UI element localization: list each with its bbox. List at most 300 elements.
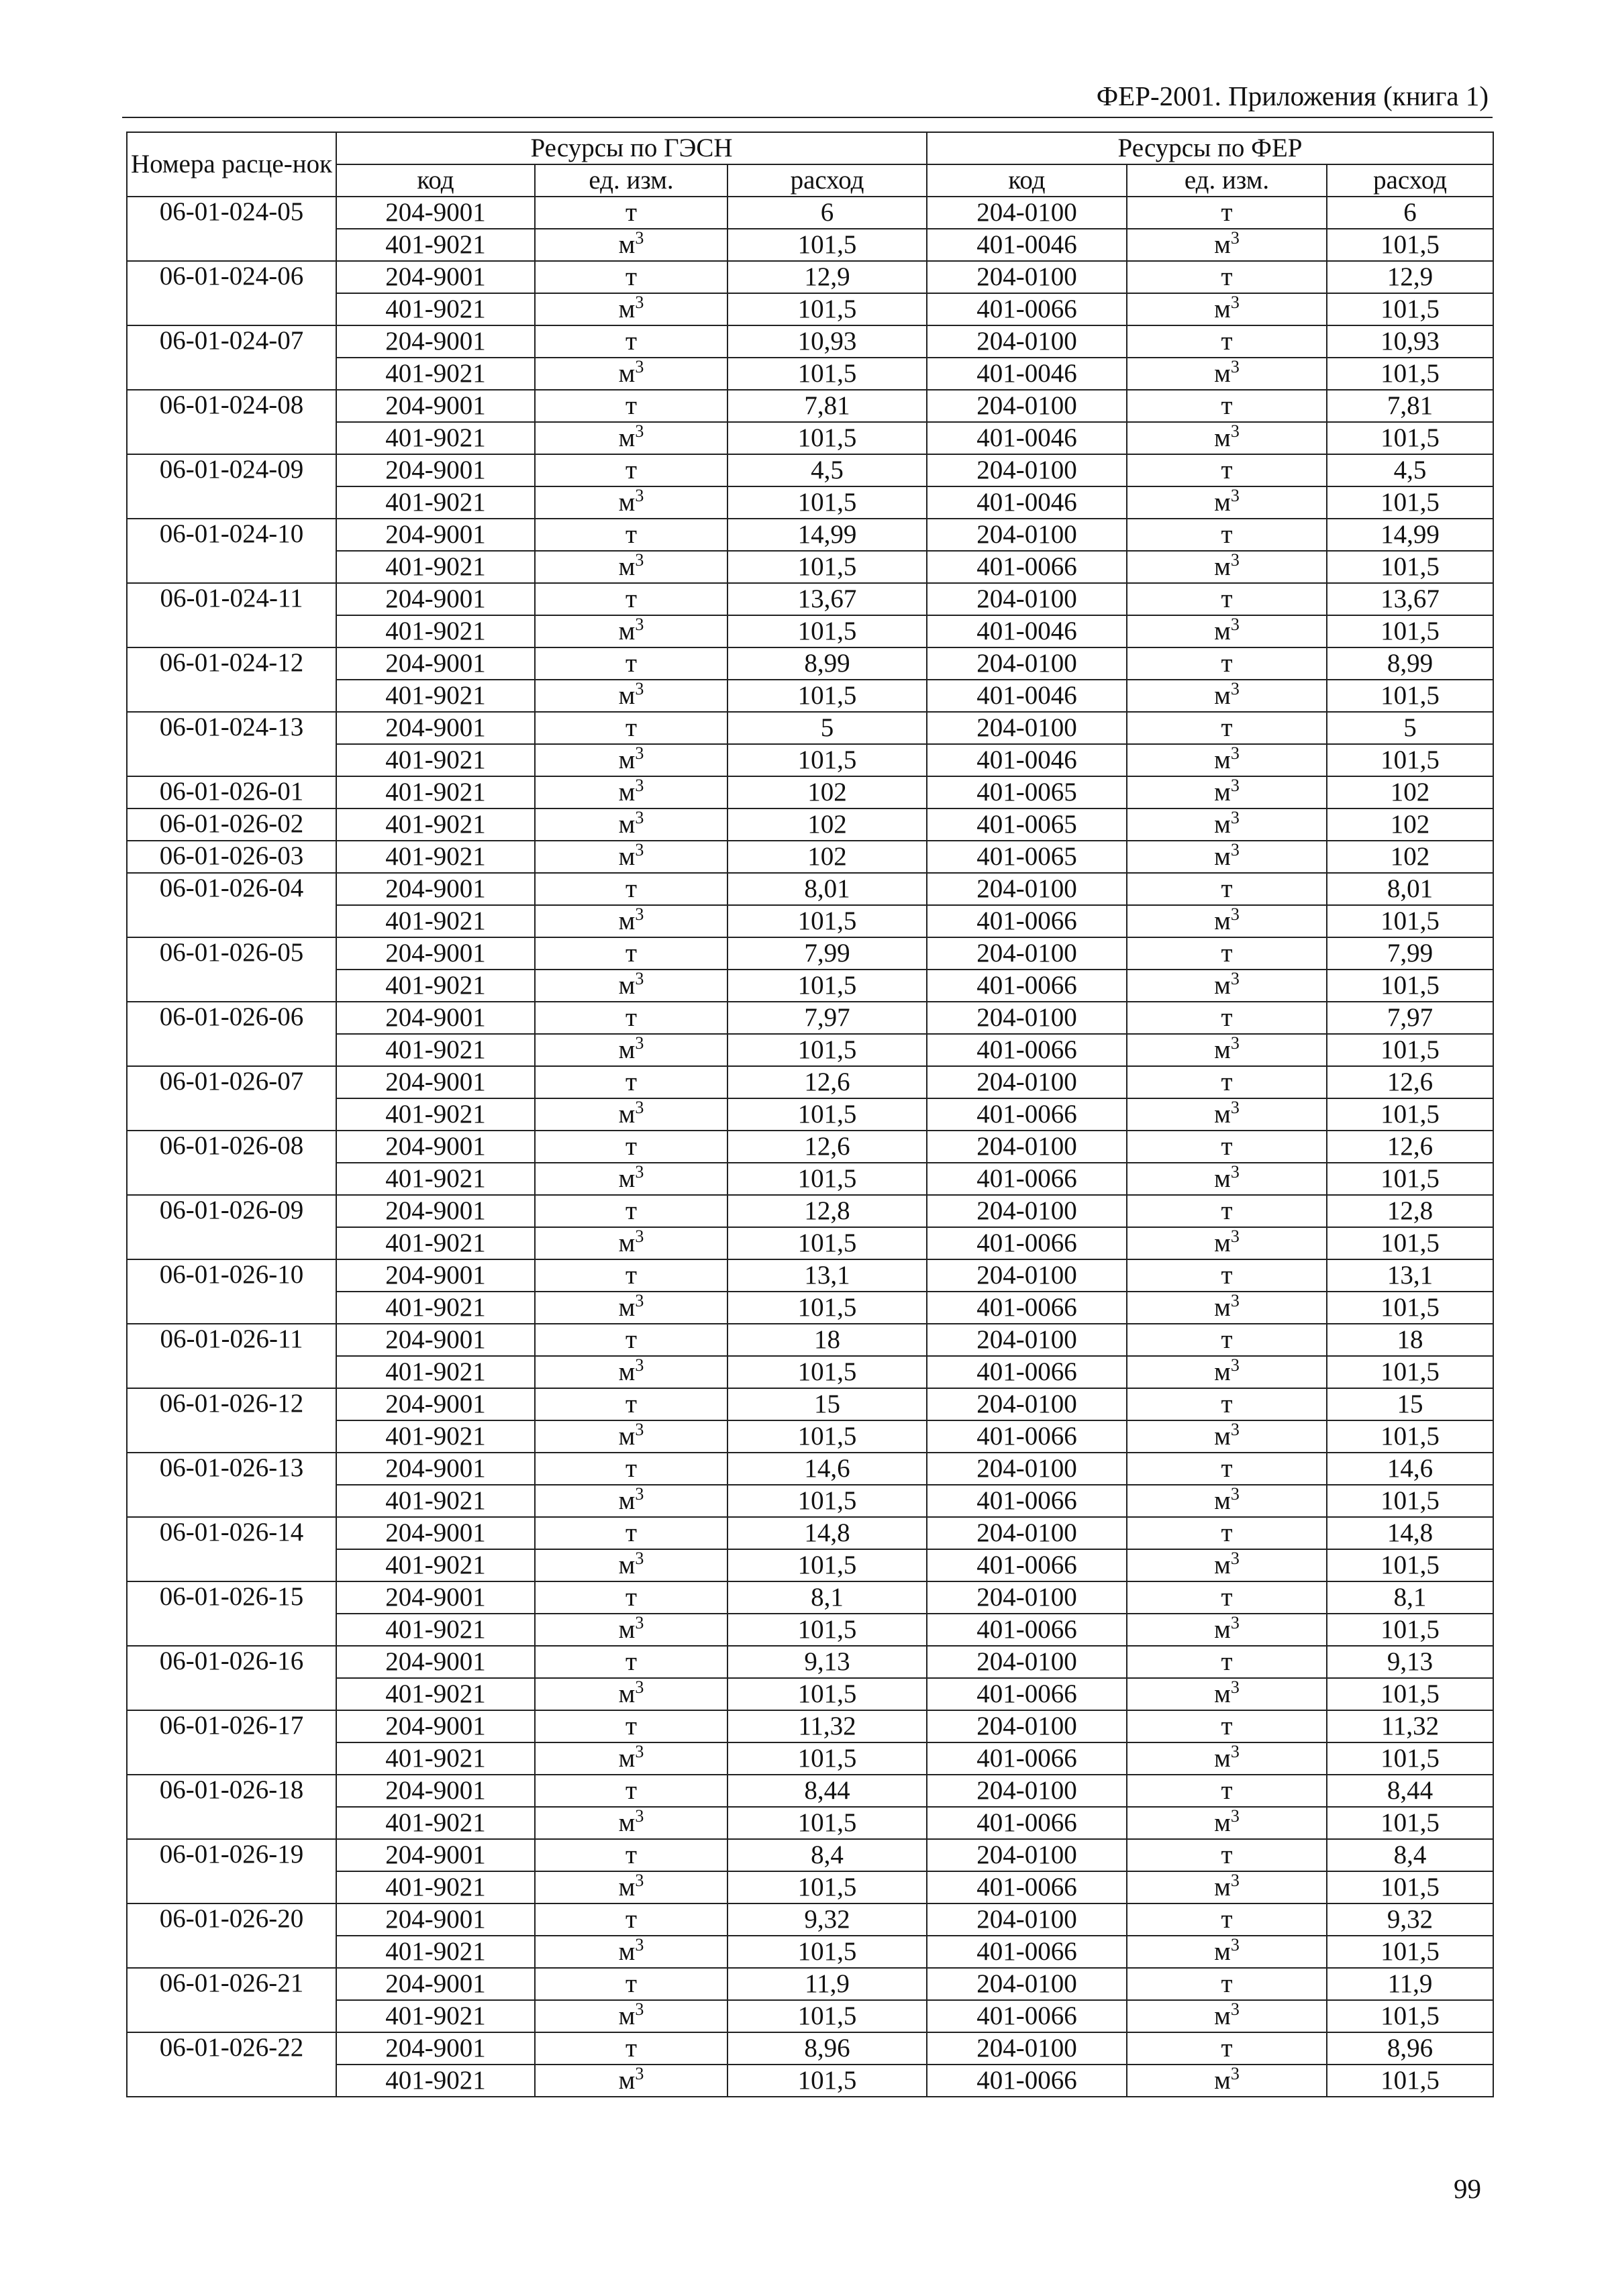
unit-tonne: т bbox=[1221, 198, 1233, 227]
fer-code-cell: 401-0066 bbox=[927, 1678, 1127, 1710]
unit-exponent: 3 bbox=[1230, 1034, 1240, 1053]
gesn-unit-cell bbox=[535, 680, 727, 712]
fer-unit-cell bbox=[1127, 1227, 1327, 1259]
gesn-consumption-cell: 8,01 bbox=[727, 873, 927, 905]
gesn-consumption-cell: 102 bbox=[727, 808, 927, 841]
resources-table-wrap bbox=[126, 132, 1493, 2097]
fer-code-cell: 204-0100 bbox=[927, 1259, 1127, 1292]
unit-exponent: 3 bbox=[635, 615, 644, 634]
gesn-code-cell: 204-9001 bbox=[336, 937, 535, 970]
fer-code-cell: 401-0066 bbox=[927, 1292, 1127, 1324]
rate-number-cell: 06-01-026-09 bbox=[127, 1195, 336, 1259]
unit-cubic-meter: м bbox=[618, 1937, 636, 1966]
table-row bbox=[127, 873, 1493, 905]
gesn-consumption-cell: 101,5 bbox=[727, 1549, 927, 1581]
fer-consumption-cell: 101,5 bbox=[1327, 1356, 1493, 1388]
unit-tonne: т bbox=[625, 1969, 638, 1998]
unit-exponent: 3 bbox=[635, 1936, 644, 1954]
fer-unit-cell bbox=[1127, 776, 1327, 808]
fer-code-cell: 401-0066 bbox=[927, 1485, 1127, 1517]
gesn-unit-cell bbox=[535, 2065, 727, 2097]
unit-cubic-meter: м bbox=[1214, 488, 1231, 517]
gesn-consumption-cell: 9,13 bbox=[727, 1646, 927, 1678]
unit-tonne: т bbox=[1221, 1905, 1233, 1934]
fer-code-cell: 401-0066 bbox=[927, 1098, 1127, 1131]
gesn-unit-cell bbox=[535, 422, 727, 454]
unit-exponent: 3 bbox=[1230, 808, 1240, 827]
unit-exponent: 3 bbox=[1230, 551, 1240, 570]
unit-tonne: т bbox=[625, 520, 638, 549]
gesn-unit-cell bbox=[535, 1292, 727, 1324]
unit-exponent: 3 bbox=[635, 229, 644, 248]
header-rule bbox=[122, 117, 1493, 118]
gesn-unit-cell bbox=[535, 1903, 727, 1936]
unit-exponent: 3 bbox=[1230, 776, 1240, 795]
table-row bbox=[127, 325, 1493, 358]
fer-code-cell: 204-0100 bbox=[927, 1581, 1127, 1614]
fer-code-cell: 401-0066 bbox=[927, 1936, 1127, 1968]
unit-cubic-meter: м bbox=[1214, 1357, 1231, 1386]
fer-consumption-cell: 8,96 bbox=[1327, 2032, 1493, 2065]
gesn-unit-cell bbox=[535, 1259, 727, 1292]
unit-exponent: 3 bbox=[635, 486, 644, 505]
unit-exponent: 3 bbox=[1230, 1871, 1240, 1890]
fer-consumption-cell: 101,5 bbox=[1327, 1485, 1493, 1517]
rate-number-cell: 06-01-026-22 bbox=[127, 2032, 336, 2097]
unit-exponent: 3 bbox=[1230, 841, 1240, 859]
unit-exponent: 3 bbox=[635, 422, 644, 441]
rate-number-cell: 06-01-026-19 bbox=[127, 1839, 336, 1903]
fer-consumption-cell: 101,5 bbox=[1327, 358, 1493, 390]
rate-number-cell: 06-01-024-09 bbox=[127, 454, 336, 519]
fer-unit-cell bbox=[1127, 1259, 1327, 1292]
fer-unit-cell bbox=[1127, 1195, 1327, 1227]
gesn-code-cell: 204-9001 bbox=[336, 647, 535, 680]
fer-unit-cell bbox=[1127, 1710, 1327, 1742]
unit-exponent: 3 bbox=[1230, 1678, 1240, 1697]
unit-cubic-meter: м bbox=[1214, 1164, 1231, 1193]
gesn-code-cell: 204-9001 bbox=[336, 1259, 535, 1292]
fer-unit-cell bbox=[1127, 261, 1327, 293]
col-header-fer-unit: ед. изм. bbox=[1127, 164, 1327, 197]
gesn-code-cell: 401-9021 bbox=[336, 1807, 535, 1839]
fer-code-cell: 401-0066 bbox=[927, 1420, 1127, 1453]
gesn-unit-cell bbox=[535, 744, 727, 776]
fer-code-cell: 401-0066 bbox=[927, 1163, 1127, 1195]
unit-tonne: т bbox=[625, 584, 638, 613]
gesn-code-cell: 204-9001 bbox=[336, 325, 535, 358]
fer-code-cell: 401-0066 bbox=[927, 905, 1127, 937]
unit-tonne: т bbox=[1221, 2034, 1233, 2063]
fer-code-cell: 401-0066 bbox=[927, 1807, 1127, 1839]
unit-tonne: т bbox=[625, 1776, 638, 1805]
unit-cubic-meter: м bbox=[618, 1100, 636, 1129]
rate-number-cell: 06-01-024-07 bbox=[127, 325, 336, 390]
fer-consumption-cell: 10,93 bbox=[1327, 325, 1493, 358]
fer-code-cell: 204-0100 bbox=[927, 1646, 1127, 1678]
fer-unit-cell bbox=[1127, 293, 1327, 325]
unit-tonne: т bbox=[625, 2034, 638, 2063]
gesn-code-cell: 401-9021 bbox=[336, 905, 535, 937]
fer-unit-cell bbox=[1127, 1163, 1327, 1195]
fer-unit-cell bbox=[1127, 1742, 1327, 1775]
unit-exponent: 3 bbox=[1230, 486, 1240, 505]
rate-number-cell: 06-01-026-04 bbox=[127, 873, 336, 937]
gesn-unit-cell bbox=[535, 2032, 727, 2065]
unit-cubic-meter: м bbox=[1214, 423, 1231, 452]
page-number: 99 bbox=[1454, 2173, 1481, 2204]
gesn-consumption-cell: 12,6 bbox=[727, 1066, 927, 1098]
gesn-unit-cell bbox=[535, 937, 727, 970]
gesn-unit-cell bbox=[535, 1195, 727, 1227]
gesn-unit-cell bbox=[535, 454, 727, 486]
table-row bbox=[127, 937, 1493, 970]
unit-tonne: т bbox=[1221, 1261, 1233, 1290]
fer-code-cell: 204-0100 bbox=[927, 454, 1127, 486]
col-header-fer-consumption: расход bbox=[1327, 164, 1493, 197]
fer-code-cell: 204-0100 bbox=[927, 1324, 1127, 1356]
fer-code-cell: 204-0100 bbox=[927, 712, 1127, 744]
unit-cubic-meter: м bbox=[618, 423, 636, 452]
fer-code-cell: 401-0046 bbox=[927, 615, 1127, 647]
gesn-code-cell: 401-9021 bbox=[336, 422, 535, 454]
gesn-code-cell: 204-9001 bbox=[336, 1710, 535, 1742]
fer-consumption-cell: 14,6 bbox=[1327, 1453, 1493, 1485]
gesn-consumption-cell: 11,9 bbox=[727, 1968, 927, 2000]
table-row bbox=[127, 197, 1493, 229]
gesn-consumption-cell: 7,81 bbox=[727, 390, 927, 422]
gesn-unit-cell bbox=[535, 1388, 727, 1420]
fer-consumption-cell: 12,6 bbox=[1327, 1131, 1493, 1163]
fer-consumption-cell: 101,5 bbox=[1327, 744, 1493, 776]
gesn-unit-cell bbox=[535, 1420, 727, 1453]
table-row bbox=[127, 808, 1493, 841]
unit-cubic-meter: м bbox=[618, 1229, 636, 1257]
gesn-consumption-cell: 102 bbox=[727, 776, 927, 808]
fer-code-cell: 401-0046 bbox=[927, 486, 1127, 519]
fer-consumption-cell: 12,6 bbox=[1327, 1066, 1493, 1098]
fer-consumption-cell: 18 bbox=[1327, 1324, 1493, 1356]
gesn-consumption-cell: 101,5 bbox=[727, 970, 927, 1002]
col-header-gesn-consumption: расход bbox=[727, 164, 927, 197]
gesn-unit-cell bbox=[535, 1517, 727, 1549]
fer-code-cell: 401-0065 bbox=[927, 776, 1127, 808]
group-header-fer: Ресурсы по ФЕР bbox=[927, 132, 1493, 164]
unit-cubic-meter: м bbox=[618, 1615, 636, 1644]
gesn-code-cell: 401-9021 bbox=[336, 1356, 535, 1388]
unit-tonne: т bbox=[1221, 1518, 1233, 1547]
gesn-consumption-cell: 5 bbox=[727, 712, 927, 744]
gesn-code-cell: 401-9021 bbox=[336, 776, 535, 808]
gesn-consumption-cell: 7,99 bbox=[727, 937, 927, 970]
col-header-gesn-code: код bbox=[336, 164, 535, 197]
rate-number-cell: 06-01-024-05 bbox=[127, 197, 336, 261]
fer-consumption-cell: 101,5 bbox=[1327, 1871, 1493, 1903]
fer-code-cell: 204-0100 bbox=[927, 261, 1127, 293]
unit-exponent: 3 bbox=[635, 2065, 644, 2083]
gesn-code-cell: 204-9001 bbox=[336, 390, 535, 422]
gesn-consumption-cell: 8,99 bbox=[727, 647, 927, 680]
gesn-code-cell: 204-9001 bbox=[336, 712, 535, 744]
gesn-unit-cell bbox=[535, 647, 727, 680]
fer-code-cell: 204-0100 bbox=[927, 1002, 1127, 1034]
fer-unit-cell bbox=[1127, 1066, 1327, 1098]
fer-consumption-cell: 8,4 bbox=[1327, 1839, 1493, 1871]
gesn-code-cell: 204-9001 bbox=[336, 1839, 535, 1871]
unit-exponent: 3 bbox=[1230, 2065, 1240, 2083]
fer-unit-cell bbox=[1127, 1098, 1327, 1131]
fer-code-cell: 401-0066 bbox=[927, 2065, 1127, 2097]
unit-tonne: т bbox=[1221, 1454, 1233, 1483]
unit-tonne: т bbox=[1221, 327, 1233, 356]
unit-tonne: т bbox=[625, 1261, 638, 1290]
fer-code-cell: 401-0066 bbox=[927, 1742, 1127, 1775]
rate-number-cell: 06-01-026-03 bbox=[127, 841, 336, 873]
unit-tonne: т bbox=[625, 1905, 638, 1934]
gesn-consumption-cell: 8,4 bbox=[727, 1839, 927, 1871]
gesn-unit-cell bbox=[535, 905, 727, 937]
gesn-consumption-cell: 101,5 bbox=[727, 1292, 927, 1324]
unit-exponent: 3 bbox=[635, 1614, 644, 1632]
gesn-unit-cell bbox=[535, 229, 727, 261]
unit-cubic-meter: м bbox=[1214, 1035, 1231, 1064]
gesn-consumption-cell: 13,1 bbox=[727, 1259, 927, 1292]
fer-code-cell: 401-0046 bbox=[927, 680, 1127, 712]
gesn-consumption-cell: 101,5 bbox=[727, 1356, 927, 1388]
gesn-unit-cell bbox=[535, 1839, 727, 1871]
gesn-unit-cell bbox=[535, 1485, 727, 1517]
table-body bbox=[127, 197, 1493, 2097]
gesn-code-cell: 204-9001 bbox=[336, 1903, 535, 1936]
gesn-unit-cell bbox=[535, 1453, 727, 1485]
unit-tonne: т bbox=[625, 327, 638, 356]
table-row bbox=[127, 1324, 1493, 1356]
unit-exponent: 3 bbox=[635, 1742, 644, 1761]
gesn-code-cell: 204-9001 bbox=[336, 1324, 535, 1356]
gesn-consumption-cell: 12,6 bbox=[727, 1131, 927, 1163]
gesn-consumption-cell: 9,32 bbox=[727, 1903, 927, 1936]
unit-cubic-meter: м bbox=[618, 1744, 636, 1773]
resources-table bbox=[126, 132, 1494, 2097]
fer-consumption-cell: 101,5 bbox=[1327, 551, 1493, 583]
unit-tonne: т bbox=[1221, 1776, 1233, 1805]
fer-unit-cell bbox=[1127, 197, 1327, 229]
fer-unit-cell bbox=[1127, 744, 1327, 776]
fer-consumption-cell: 14,8 bbox=[1327, 1517, 1493, 1549]
fer-code-cell: 401-0046 bbox=[927, 229, 1127, 261]
unit-cubic-meter: м bbox=[1214, 778, 1231, 806]
running-header: ФЕР-2001. Приложения (книга 1) bbox=[1096, 81, 1489, 111]
unit-exponent: 3 bbox=[1230, 1420, 1240, 1439]
unit-exponent: 3 bbox=[635, 1034, 644, 1053]
unit-cubic-meter: м bbox=[618, 906, 636, 935]
unit-exponent: 3 bbox=[635, 551, 644, 570]
fer-unit-cell bbox=[1127, 1614, 1327, 1646]
gesn-consumption-cell: 101,5 bbox=[727, 1936, 927, 1968]
fer-consumption-cell: 101,5 bbox=[1327, 1678, 1493, 1710]
unit-tonne: т bbox=[1221, 391, 1233, 420]
unit-cubic-meter: м bbox=[1214, 617, 1231, 645]
unit-exponent: 3 bbox=[1230, 970, 1240, 988]
gesn-consumption-cell: 101,5 bbox=[727, 486, 927, 519]
fer-unit-cell bbox=[1127, 1388, 1327, 1420]
rate-number-cell: 06-01-026-02 bbox=[127, 808, 336, 841]
unit-tonne: т bbox=[1221, 520, 1233, 549]
fer-unit-cell bbox=[1127, 1871, 1327, 1903]
unit-tonne: т bbox=[625, 1518, 638, 1547]
unit-exponent: 3 bbox=[1230, 1936, 1240, 1954]
unit-exponent: 3 bbox=[1230, 1292, 1240, 1310]
table-row bbox=[127, 712, 1493, 744]
rate-number-cell: 06-01-026-01 bbox=[127, 776, 336, 808]
gesn-code-cell: 401-9021 bbox=[336, 2065, 535, 2097]
table-row bbox=[127, 1195, 1493, 1227]
gesn-unit-cell bbox=[535, 486, 727, 519]
fer-code-cell: 401-0066 bbox=[927, 1034, 1127, 1066]
unit-exponent: 3 bbox=[635, 2000, 644, 2019]
gesn-consumption-cell: 101,5 bbox=[727, 1163, 927, 1195]
unit-cubic-meter: м bbox=[1214, 842, 1231, 871]
fer-code-cell: 204-0100 bbox=[927, 1839, 1127, 1871]
fer-unit-cell bbox=[1127, 519, 1327, 551]
gesn-consumption-cell: 101,5 bbox=[727, 1871, 927, 1903]
gesn-unit-cell bbox=[535, 583, 727, 615]
gesn-consumption-cell: 7,97 bbox=[727, 1002, 927, 1034]
table-row bbox=[127, 1775, 1493, 1807]
gesn-unit-cell bbox=[535, 1356, 727, 1388]
gesn-consumption-cell: 101,5 bbox=[727, 422, 927, 454]
gesn-code-cell: 401-9021 bbox=[336, 1742, 535, 1775]
unit-tonne: т bbox=[1221, 262, 1233, 291]
gesn-consumption-cell: 14,99 bbox=[727, 519, 927, 551]
unit-exponent: 3 bbox=[635, 1098, 644, 1117]
unit-tonne: т bbox=[1221, 1840, 1233, 1869]
fer-code-cell: 204-0100 bbox=[927, 583, 1127, 615]
gesn-consumption-cell: 101,5 bbox=[727, 358, 927, 390]
fer-code-cell: 401-0066 bbox=[927, 1549, 1127, 1581]
gesn-consumption-cell: 101,5 bbox=[727, 1420, 927, 1453]
gesn-unit-cell bbox=[535, 390, 727, 422]
gesn-unit-cell bbox=[535, 970, 727, 1002]
gesn-consumption-cell: 12,8 bbox=[727, 1195, 927, 1227]
unit-exponent: 3 bbox=[1230, 1742, 1240, 1761]
unit-cubic-meter: м bbox=[1214, 1937, 1231, 1966]
fer-code-cell: 401-0046 bbox=[927, 358, 1127, 390]
unit-cubic-meter: м bbox=[618, 617, 636, 645]
fer-consumption-cell: 101,5 bbox=[1327, 1163, 1493, 1195]
unit-exponent: 3 bbox=[635, 1678, 644, 1697]
gesn-consumption-cell: 101,5 bbox=[727, 293, 927, 325]
unit-cubic-meter: м bbox=[618, 810, 636, 839]
fer-unit-cell bbox=[1127, 1903, 1327, 1936]
gesn-consumption-cell: 18 bbox=[727, 1324, 927, 1356]
gesn-consumption-cell: 101,5 bbox=[727, 1807, 927, 1839]
gesn-code-cell: 204-9001 bbox=[336, 1131, 535, 1163]
unit-exponent: 3 bbox=[635, 808, 644, 827]
fer-unit-cell bbox=[1127, 970, 1327, 1002]
gesn-unit-cell bbox=[535, 776, 727, 808]
gesn-unit-cell bbox=[535, 551, 727, 583]
gesn-unit-cell bbox=[535, 873, 727, 905]
fer-consumption-cell: 102 bbox=[1327, 841, 1493, 873]
gesn-unit-cell bbox=[535, 615, 727, 647]
unit-exponent: 3 bbox=[1230, 1098, 1240, 1117]
gesn-code-cell: 204-9001 bbox=[336, 261, 535, 293]
gesn-consumption-cell: 8,96 bbox=[727, 2032, 927, 2065]
gesn-code-cell: 401-9021 bbox=[336, 486, 535, 519]
gesn-code-cell: 204-9001 bbox=[336, 1646, 535, 1678]
fer-consumption-cell: 101,5 bbox=[1327, 1614, 1493, 1646]
table-row bbox=[127, 1131, 1493, 1163]
unit-cubic-meter: м bbox=[618, 1486, 636, 1515]
unit-tonne: т bbox=[625, 1454, 638, 1483]
table-row bbox=[127, 1388, 1493, 1420]
unit-exponent: 3 bbox=[1230, 1549, 1240, 1568]
fer-consumption-cell: 101,5 bbox=[1327, 1098, 1493, 1131]
fer-consumption-cell: 11,9 bbox=[1327, 1968, 1493, 2000]
unit-cubic-meter: м bbox=[1214, 359, 1231, 388]
unit-exponent: 3 bbox=[635, 680, 644, 698]
gesn-code-cell: 401-9021 bbox=[336, 293, 535, 325]
group-header-gesn: Ресурсы по ГЭСН bbox=[336, 132, 927, 164]
fer-unit-cell bbox=[1127, 680, 1327, 712]
unit-tonne: т bbox=[625, 713, 638, 742]
unit-exponent: 3 bbox=[1230, 680, 1240, 698]
unit-exponent: 3 bbox=[1230, 422, 1240, 441]
gesn-code-cell: 401-9021 bbox=[336, 1227, 535, 1259]
fer-consumption-cell: 101,5 bbox=[1327, 486, 1493, 519]
fer-consumption-cell: 7,81 bbox=[1327, 390, 1493, 422]
gesn-consumption-cell: 101,5 bbox=[727, 229, 927, 261]
gesn-consumption-cell: 101,5 bbox=[727, 905, 927, 937]
table-row bbox=[127, 261, 1493, 293]
unit-cubic-meter: м bbox=[1214, 2066, 1231, 2095]
unit-cubic-meter: м bbox=[618, 1422, 636, 1451]
unit-exponent: 3 bbox=[1230, 358, 1240, 376]
gesn-unit-cell bbox=[535, 1002, 727, 1034]
gesn-unit-cell bbox=[535, 1968, 727, 2000]
unit-tonne: т bbox=[625, 1067, 638, 1096]
unit-tonne: т bbox=[625, 874, 638, 903]
fer-unit-cell bbox=[1127, 1678, 1327, 1710]
unit-cubic-meter: м bbox=[618, 778, 636, 806]
fer-consumption-cell: 14,99 bbox=[1327, 519, 1493, 551]
gesn-code-cell: 401-9021 bbox=[336, 1614, 535, 1646]
gesn-consumption-cell: 101,5 bbox=[727, 1678, 927, 1710]
fer-consumption-cell: 101,5 bbox=[1327, 1420, 1493, 1453]
rate-number-cell: 06-01-024-10 bbox=[127, 519, 336, 583]
fer-consumption-cell: 101,5 bbox=[1327, 970, 1493, 1002]
unit-cubic-meter: м bbox=[1214, 1100, 1231, 1129]
unit-tonne: т bbox=[1221, 939, 1233, 968]
table-row bbox=[127, 1066, 1493, 1098]
gesn-unit-cell bbox=[535, 325, 727, 358]
unit-cubic-meter: м bbox=[618, 1679, 636, 1708]
unit-cubic-meter: м bbox=[1214, 1486, 1231, 1515]
rate-number-cell: 06-01-026-20 bbox=[127, 1903, 336, 1968]
fer-consumption-cell: 13,1 bbox=[1327, 1259, 1493, 1292]
fer-unit-cell bbox=[1127, 1453, 1327, 1485]
fer-unit-cell bbox=[1127, 2065, 1327, 2097]
rate-number-cell: 06-01-026-07 bbox=[127, 1066, 336, 1131]
unit-tonne: т bbox=[625, 939, 638, 968]
gesn-code-cell: 204-9001 bbox=[336, 1002, 535, 1034]
unit-cubic-meter: м bbox=[1214, 1679, 1231, 1708]
unit-tonne: т bbox=[625, 1132, 638, 1161]
fer-unit-cell bbox=[1127, 1356, 1327, 1388]
fer-unit-cell bbox=[1127, 1292, 1327, 1324]
fer-code-cell: 204-0100 bbox=[927, 1388, 1127, 1420]
